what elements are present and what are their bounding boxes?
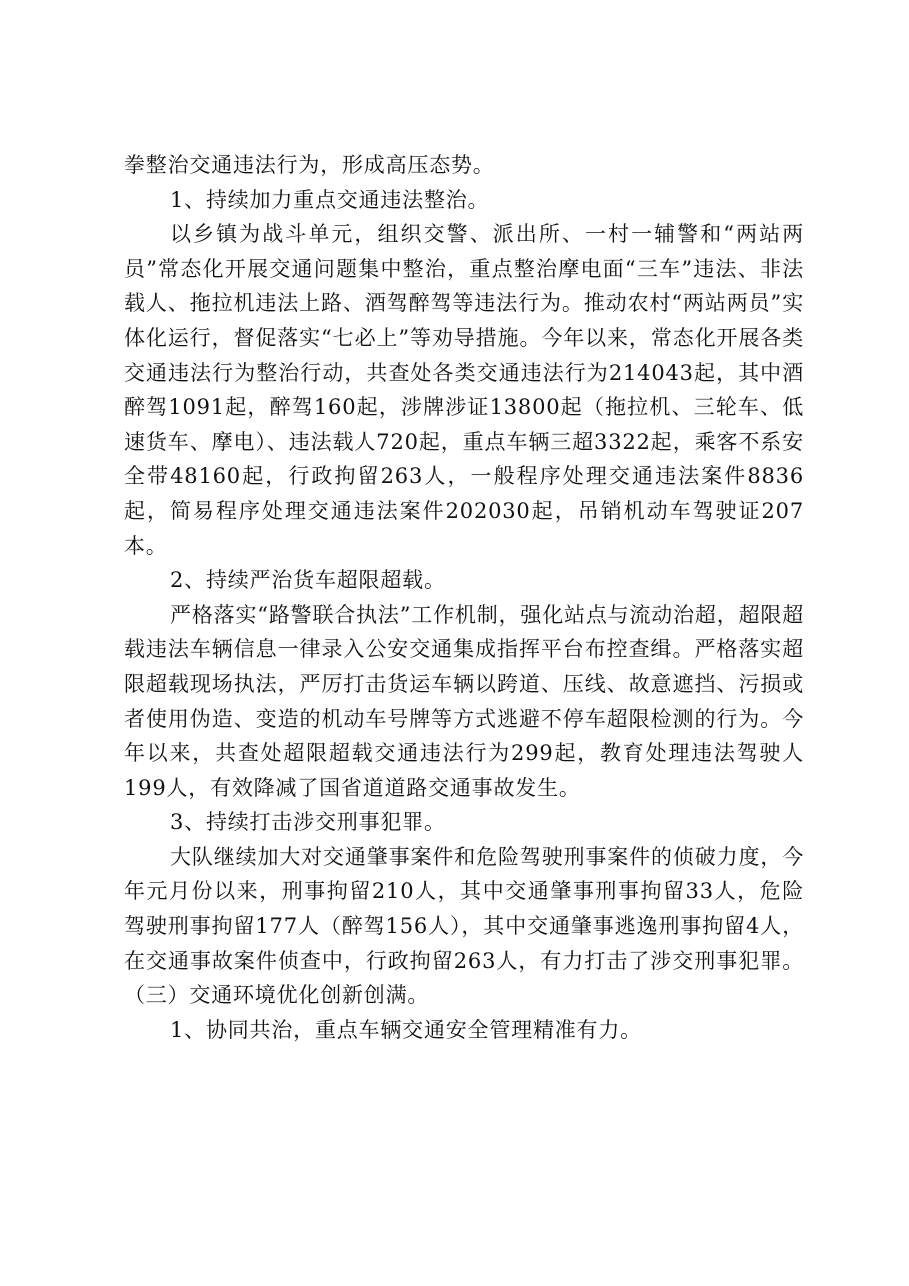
document-body bbox=[124, 148, 804, 1047]
paragraph-body-2: 严格落实“路警联合执法”工作机制，强化站点与流动治超，超限超载违法车辆信息一律录入公安交通集成指挥平台布控查缉。严格落实超限超载现场执法，严厉打击货运车辆以跨道、压线、故意遮挡、污损或者使用伪造、变造的机动车号牌等方式逃避不停车超限检测的行为。今年以来，共查处超限超载交通违法行为299起，教育处理违法驾驶人199人，有效降减了国省道道路交通事故发生。 bbox=[124, 602, 804, 800]
section-heading-3: 3、持续打击涉交刑事犯罪。 bbox=[170, 810, 446, 835]
paragraph-body-3: 大队继续加大对交通肇事案件和危险驾驶刑事案件的侦破力度，今年元月份以来，刑事拘留210人，其中交通肇事刑事拘留33人，危险驾驶刑事拘留177人（醉驾156人），其中交通肇事逃逸刑事拘留4人，在交通事故案件侦查中，行政拘留263人，有力打击了涉交刑事犯罪。（三）交通环境优化创新创满。 bbox=[124, 844, 804, 1008]
paragraph-continuation: 拳整治交通违法行为，形成高压态势。 bbox=[124, 153, 495, 177]
section-heading-2: 2、持续严治货车超限超载。 bbox=[170, 568, 446, 593]
paragraph-body-1: 以乡镇为战斗单元，组织交警、派出所、一村一辅警和“两站两员”常态化开展交通问题集中整治，重点整治摩电面“三车”违法、非法载人、拖拉机违法上路、酒驾醉驾等违法行为。推动农村“两站两员”实体化运行，督促落实“七必上”等劝导措施。今年以来，常态化开展各类交通违法行为整治行动，共查处各类交通违法行为214043起，其中酒醉驾1091起，醉驾160起，涉牌涉证13800起（拖拉机、三轮车、低速货车、摩电）、违法载人720起，重点车辆三超3322起，乘客不系安全带48160起，行政拘留263人，一般程序处理交通违法案件8836起，简易程序处理交通违法案件202030起，吊销机动车驾驶证207本。 bbox=[124, 222, 804, 558]
section-heading-1: 1、持续加力重点交通违法整治。 bbox=[170, 187, 490, 212]
section-heading-4: 1、协同共治，重点车辆交通安全管理精准有力。 bbox=[170, 1017, 642, 1042]
